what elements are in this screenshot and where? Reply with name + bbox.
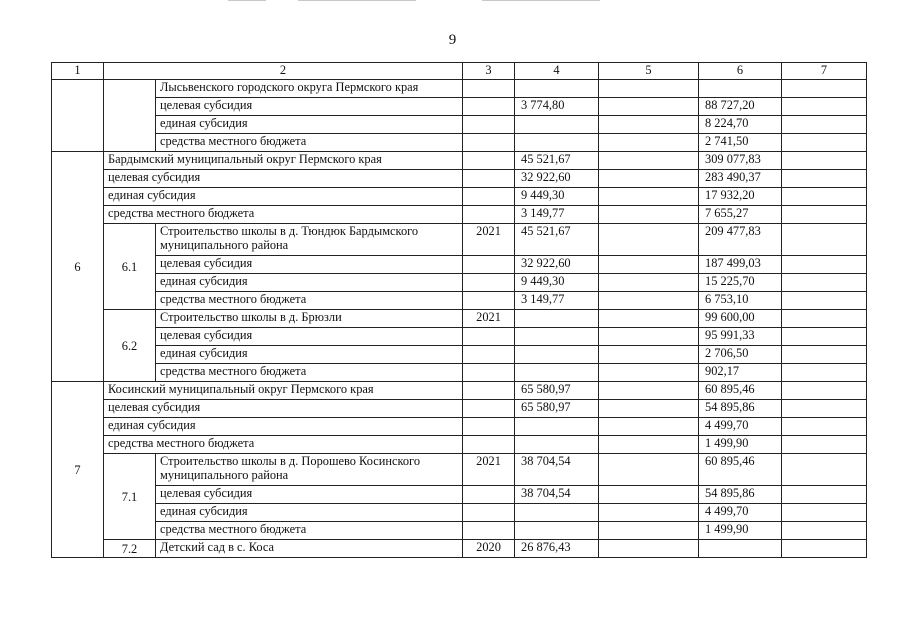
cell-empty — [599, 400, 699, 418]
cell-empty — [782, 522, 867, 540]
cell-year — [463, 98, 515, 116]
cell-empty — [782, 540, 867, 558]
cell-name: средства местного бюджета — [156, 292, 463, 310]
cell-empty — [599, 454, 699, 486]
table-row — [52, 134, 867, 152]
cell-name: средства местного бюджета — [104, 206, 463, 224]
column-header: 7 — [782, 63, 867, 80]
cell-year — [463, 188, 515, 206]
column-header: 1 — [52, 63, 104, 80]
table-row — [52, 504, 867, 522]
cell-value: 902,17 — [699, 364, 782, 382]
cell-value: 32 922,60 — [515, 170, 599, 188]
cell-value: 45 521,67 — [515, 224, 599, 256]
cell-empty — [782, 98, 867, 116]
cell-empty — [599, 310, 699, 328]
cell-name: Детский сад в с. Коса — [156, 540, 463, 558]
subgroup-number: 6.2 — [104, 310, 156, 382]
cell-empty — [599, 382, 699, 400]
cell-name: единая субсидия — [156, 274, 463, 292]
cell-value: 3 149,77 — [515, 292, 599, 310]
cell-empty — [782, 134, 867, 152]
cell-year — [463, 328, 515, 346]
cell-value: 95 991,33 — [699, 328, 782, 346]
cell-year — [463, 152, 515, 170]
column-header-row — [52, 63, 867, 80]
cell-empty — [782, 418, 867, 436]
cell-value: 1 499,90 — [699, 436, 782, 454]
group-number: 6 — [52, 152, 104, 382]
cell-name: Косинский муниципальный округ Пермского края — [104, 382, 463, 400]
cell-empty — [599, 274, 699, 292]
table-row — [52, 382, 867, 400]
cell-year — [463, 346, 515, 364]
cell-value: 15 225,70 — [699, 274, 782, 292]
column-header: 4 — [515, 63, 599, 80]
cell-empty — [782, 152, 867, 170]
cell-year — [463, 134, 515, 152]
cell-year — [463, 292, 515, 310]
cell-name: единая субсидия — [104, 418, 463, 436]
cell-empty — [599, 256, 699, 274]
table-row — [52, 116, 867, 134]
cell-value — [515, 80, 599, 98]
subgroup-number: 7.2 — [104, 540, 156, 558]
cell-value: 2 706,50 — [699, 346, 782, 364]
cell-year: 2020 — [463, 540, 515, 558]
cell-year — [463, 364, 515, 382]
cell-name: Лысьвенского городского округа Пермского края — [156, 80, 463, 98]
cell-empty — [782, 400, 867, 418]
cell-name: единая субсидия — [156, 116, 463, 134]
cell-name: средства местного бюджета — [156, 522, 463, 540]
cell-year — [463, 400, 515, 418]
cell-value — [515, 436, 599, 454]
table-row — [52, 224, 867, 256]
cell-value: 8 224,70 — [699, 116, 782, 134]
cell-empty — [782, 454, 867, 486]
cell-value: 9 449,30 — [515, 274, 599, 292]
cell-empty — [782, 116, 867, 134]
table-row — [52, 346, 867, 364]
cell-name: целевая субсидия — [156, 328, 463, 346]
cell-empty — [782, 292, 867, 310]
cell-empty — [599, 206, 699, 224]
cell-year — [463, 504, 515, 522]
cell-year — [463, 80, 515, 98]
cell-name: Бардымский муниципальный округ Пермского края — [104, 152, 463, 170]
cell-empty — [782, 364, 867, 382]
cell-value: 209 477,83 — [699, 224, 782, 256]
table-row — [52, 364, 867, 382]
cell-empty — [599, 436, 699, 454]
table-row — [52, 522, 867, 540]
budget-table — [51, 62, 867, 558]
cell-empty — [782, 80, 867, 98]
cell-empty — [599, 540, 699, 558]
cell-empty — [599, 188, 699, 206]
cell-year: 2021 — [463, 454, 515, 486]
table-row — [52, 486, 867, 504]
cell-name: Строительство школы в д. Порошево Косинского муниципального района — [156, 454, 463, 486]
cell-value: 26 876,43 — [515, 540, 599, 558]
cell-value: 309 077,83 — [699, 152, 782, 170]
cell-value: 38 704,54 — [515, 454, 599, 486]
cell-value: 7 655,27 — [699, 206, 782, 224]
cell-empty — [782, 206, 867, 224]
cell-value: 65 580,97 — [515, 400, 599, 418]
column-header: 3 — [463, 63, 515, 80]
cell-name: целевая субсидия — [156, 98, 463, 116]
cell-empty — [599, 116, 699, 134]
column-header: 6 — [699, 63, 782, 80]
cell-value: 54 895,86 — [699, 400, 782, 418]
cell-value — [699, 80, 782, 98]
cell-value — [515, 522, 599, 540]
cell-sub-empty — [104, 80, 156, 152]
cell-value — [515, 364, 599, 382]
cell-year — [463, 382, 515, 400]
cell-empty — [599, 98, 699, 116]
cell-empty — [599, 504, 699, 522]
cell-value: 88 727,20 — [699, 98, 782, 116]
cell-empty — [599, 134, 699, 152]
cell-value — [699, 540, 782, 558]
cell-empty — [782, 170, 867, 188]
table-row — [52, 328, 867, 346]
cell-value: 54 895,86 — [699, 486, 782, 504]
cell-value: 1 499,90 — [699, 522, 782, 540]
cell-empty — [782, 310, 867, 328]
cell-year — [463, 522, 515, 540]
cell-empty — [599, 418, 699, 436]
cell-value — [515, 346, 599, 364]
cell-name: Строительство школы в д. Брюзли — [156, 310, 463, 328]
cell-empty — [599, 80, 699, 98]
cell-empty — [782, 188, 867, 206]
cell-value: 38 704,54 — [515, 486, 599, 504]
top-edge-line-left — [228, 0, 266, 1]
cell-value: 32 922,60 — [515, 256, 599, 274]
cell-value — [515, 328, 599, 346]
cell-name: средства местного бюджета — [156, 364, 463, 382]
group-number: 7 — [52, 382, 104, 558]
cell-year: 2021 — [463, 224, 515, 256]
cell-num-empty — [52, 80, 104, 152]
cell-empty — [599, 292, 699, 310]
cell-empty — [599, 152, 699, 170]
table-row — [52, 540, 867, 558]
cell-year — [463, 206, 515, 224]
cell-value — [515, 310, 599, 328]
table-row — [52, 256, 867, 274]
cell-value: 65 580,97 — [515, 382, 599, 400]
cell-value: 6 753,10 — [699, 292, 782, 310]
cell-value — [515, 116, 599, 134]
table-row — [52, 454, 867, 486]
cell-name: целевая субсидия — [104, 400, 463, 418]
cell-empty — [599, 346, 699, 364]
cell-empty — [782, 274, 867, 292]
cell-name: единая субсидия — [156, 504, 463, 522]
cell-empty — [782, 504, 867, 522]
table-row — [52, 310, 867, 328]
table-row — [52, 418, 867, 436]
cell-empty — [599, 224, 699, 256]
table-row — [52, 436, 867, 454]
cell-value: 4 499,70 — [699, 504, 782, 522]
cell-empty — [599, 328, 699, 346]
cell-value: 60 895,46 — [699, 382, 782, 400]
cell-value: 60 895,46 — [699, 454, 782, 486]
cell-year — [463, 170, 515, 188]
cell-year — [463, 116, 515, 134]
cell-empty — [599, 486, 699, 504]
cell-value — [515, 134, 599, 152]
table-row — [52, 274, 867, 292]
cell-name: единая субсидия — [156, 346, 463, 364]
cell-empty — [599, 522, 699, 540]
column-header: 5 — [599, 63, 699, 80]
cell-value: 3 149,77 — [515, 206, 599, 224]
table-row — [52, 170, 867, 188]
cell-empty — [782, 382, 867, 400]
cell-empty — [782, 436, 867, 454]
cell-name: средства местного бюджета — [156, 134, 463, 152]
cell-value: 2 741,50 — [699, 134, 782, 152]
subgroup-number: 6.1 — [104, 224, 156, 310]
cell-value: 99 600,00 — [699, 310, 782, 328]
table-row — [52, 292, 867, 310]
table-row — [52, 98, 867, 116]
cell-value: 283 490,37 — [699, 170, 782, 188]
table-row — [52, 400, 867, 418]
cell-year — [463, 274, 515, 292]
cell-value: 9 449,30 — [515, 188, 599, 206]
cell-value: 3 774,80 — [515, 98, 599, 116]
cell-value: 4 499,70 — [699, 418, 782, 436]
cell-name: Строительство школы в д. Тюндюк Бардымского муниципального района — [156, 224, 463, 256]
table-row — [52, 206, 867, 224]
cell-year — [463, 436, 515, 454]
cell-empty — [782, 486, 867, 504]
cell-value: 187 499,03 — [699, 256, 782, 274]
cell-year — [463, 418, 515, 436]
cell-empty — [782, 224, 867, 256]
column-header: 2 — [104, 63, 463, 80]
page-number: 9 — [448, 32, 457, 48]
cell-value — [515, 504, 599, 522]
subgroup-number: 7.1 — [104, 454, 156, 540]
cell-empty — [782, 328, 867, 346]
cell-year: 2021 — [463, 310, 515, 328]
cell-empty — [599, 170, 699, 188]
table-row — [52, 80, 867, 98]
top-edge-line-mid — [298, 0, 416, 1]
cell-name: целевая субсидия — [104, 170, 463, 188]
table-row — [52, 188, 867, 206]
cell-name: средства местного бюджета — [104, 436, 463, 454]
cell-value — [515, 418, 599, 436]
cell-name: целевая субсидия — [156, 256, 463, 274]
cell-value: 45 521,67 — [515, 152, 599, 170]
cell-empty — [782, 346, 867, 364]
cell-value: 17 932,20 — [699, 188, 782, 206]
cell-year — [463, 256, 515, 274]
cell-year — [463, 486, 515, 504]
cell-empty — [782, 256, 867, 274]
table-row — [52, 152, 867, 170]
cell-empty — [599, 364, 699, 382]
cell-name: единая субсидия — [104, 188, 463, 206]
top-edge-line-right — [482, 0, 600, 1]
cell-name: целевая субсидия — [156, 486, 463, 504]
